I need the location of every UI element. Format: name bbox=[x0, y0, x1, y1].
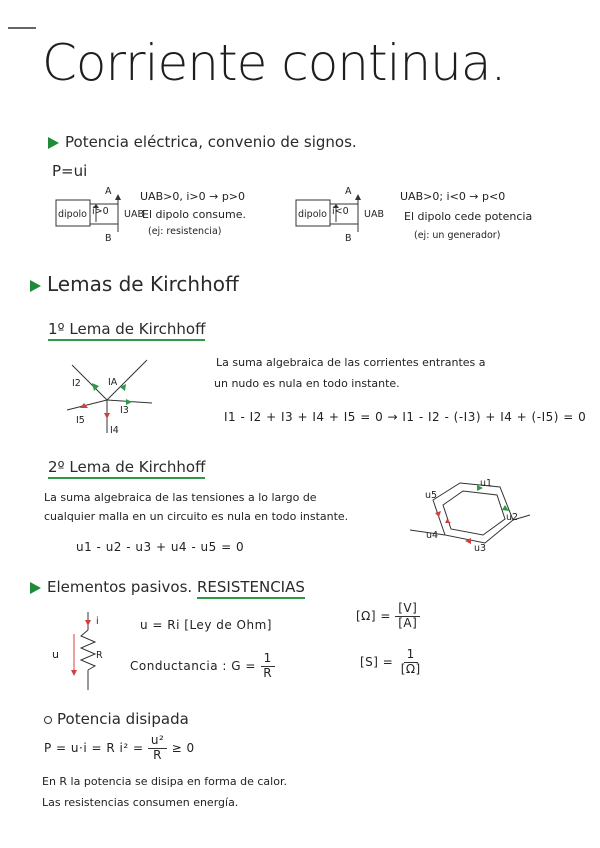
generator-condition: UAB>0; i<0 → p<0 bbox=[400, 190, 506, 203]
current-label: i>0 bbox=[92, 206, 109, 217]
resistor-i: i bbox=[96, 616, 99, 627]
generator-example: (ej: un generador) bbox=[414, 230, 501, 241]
lema1-equation: I1 - I2 + I3 + I4 + I5 = 0 → I1 - I2 - (-I3) + I4 + (-I5) = 0 bbox=[224, 410, 587, 424]
bullet-triangle-icon bbox=[48, 137, 59, 149]
lema1-text-2: un nudo es nula en todo instante. bbox=[214, 377, 400, 390]
conductance: Conductancia : G = $\frac{1}{R}$ bbox=[130, 652, 275, 681]
page-title: Corriente continua. bbox=[42, 34, 506, 92]
current-i5: I5 bbox=[76, 415, 85, 426]
current-i3: I3 bbox=[120, 405, 129, 416]
current-i2: I2 bbox=[72, 378, 81, 389]
current-ia: IA bbox=[108, 377, 118, 388]
section-potencia-electrica bbox=[48, 133, 357, 151]
lema2-heading: 2º Lema de Kirchhoff bbox=[48, 458, 205, 476]
resistor-r: R bbox=[96, 650, 103, 661]
node-b: B bbox=[345, 233, 352, 244]
consumer-desc: El dipolo consume. bbox=[142, 208, 246, 221]
current-i4: I4 bbox=[110, 425, 119, 436]
section-potencia-disipada bbox=[44, 710, 189, 728]
ohm-unit: [Ω] = $\frac{[V]}{[A]}$ bbox=[356, 602, 420, 631]
voltage-label: UAB bbox=[124, 209, 144, 220]
resistor-voltage: u bbox=[52, 648, 59, 661]
current-label: i<0 bbox=[332, 206, 349, 217]
circle-bullet-icon bbox=[44, 716, 52, 724]
lema1-text-1: La suma algebraica de las corrientes entrantes a bbox=[216, 356, 486, 369]
node-b: B bbox=[105, 233, 112, 244]
lema2-equation: u1 - u2 - u3 + u4 - u5 = 0 bbox=[76, 540, 245, 554]
ohm-law: u = Ri [Ley de Ohm] bbox=[140, 618, 272, 632]
consumer-example: (ej: resistencia) bbox=[148, 226, 222, 237]
siemens-unit: [S] = $\frac{1}{[\Omega]}$ bbox=[360, 647, 421, 676]
lema2-text-1: La suma algebraica de las tensiones a lo largo de bbox=[44, 491, 317, 504]
dipole-label: dipolo bbox=[298, 209, 327, 220]
section-heading: Lemas de Kirchhoff bbox=[47, 272, 239, 296]
consumer-condition: UAB>0, i>0 → p>0 bbox=[140, 190, 246, 203]
bullet-triangle-icon bbox=[30, 280, 41, 292]
voltage-label: UAB bbox=[364, 209, 384, 220]
voltage-u4: u4 bbox=[426, 530, 439, 541]
corner-dash bbox=[8, 26, 38, 30]
dissipation-text-2: Las resistencias consumen energía. bbox=[42, 796, 239, 809]
section-kirchhoff bbox=[30, 272, 239, 296]
section-heading-highlight: RESISTENCIAS bbox=[197, 578, 305, 599]
node-a: A bbox=[105, 186, 112, 197]
voltage-u1-top: u1 bbox=[480, 478, 493, 489]
dipole-label: dipolo bbox=[58, 209, 87, 220]
node-a: A bbox=[345, 186, 352, 197]
section-heading: Potencia eléctrica, convenio de signos. bbox=[65, 133, 357, 151]
lema2-text-2: cualquier malla en un circuito es nula en todo instante. bbox=[44, 510, 349, 523]
voltage-u3: u3 bbox=[474, 543, 487, 554]
section-resistencias bbox=[30, 578, 305, 596]
dissipated-power-formula: P = u·i = R i² = $\frac{\text{u²}}{R}$ ≥ 0 bbox=[44, 733, 195, 762]
lema1-heading: 1º Lema de Kirchhoff bbox=[48, 320, 205, 338]
section-heading: Elementos pasivos. bbox=[47, 578, 193, 596]
section-heading: Potencia disipada bbox=[57, 710, 189, 728]
generator-desc: El dipolo cede potencia bbox=[404, 210, 533, 223]
power-formula: P=ui bbox=[52, 162, 88, 180]
voltage-u2: u2 bbox=[506, 512, 519, 523]
voltage-u5: u5 bbox=[425, 490, 438, 501]
bullet-triangle-icon bbox=[30, 582, 41, 594]
dissipation-text-1: En R la potencia se disipa en forma de calor. bbox=[42, 775, 287, 788]
